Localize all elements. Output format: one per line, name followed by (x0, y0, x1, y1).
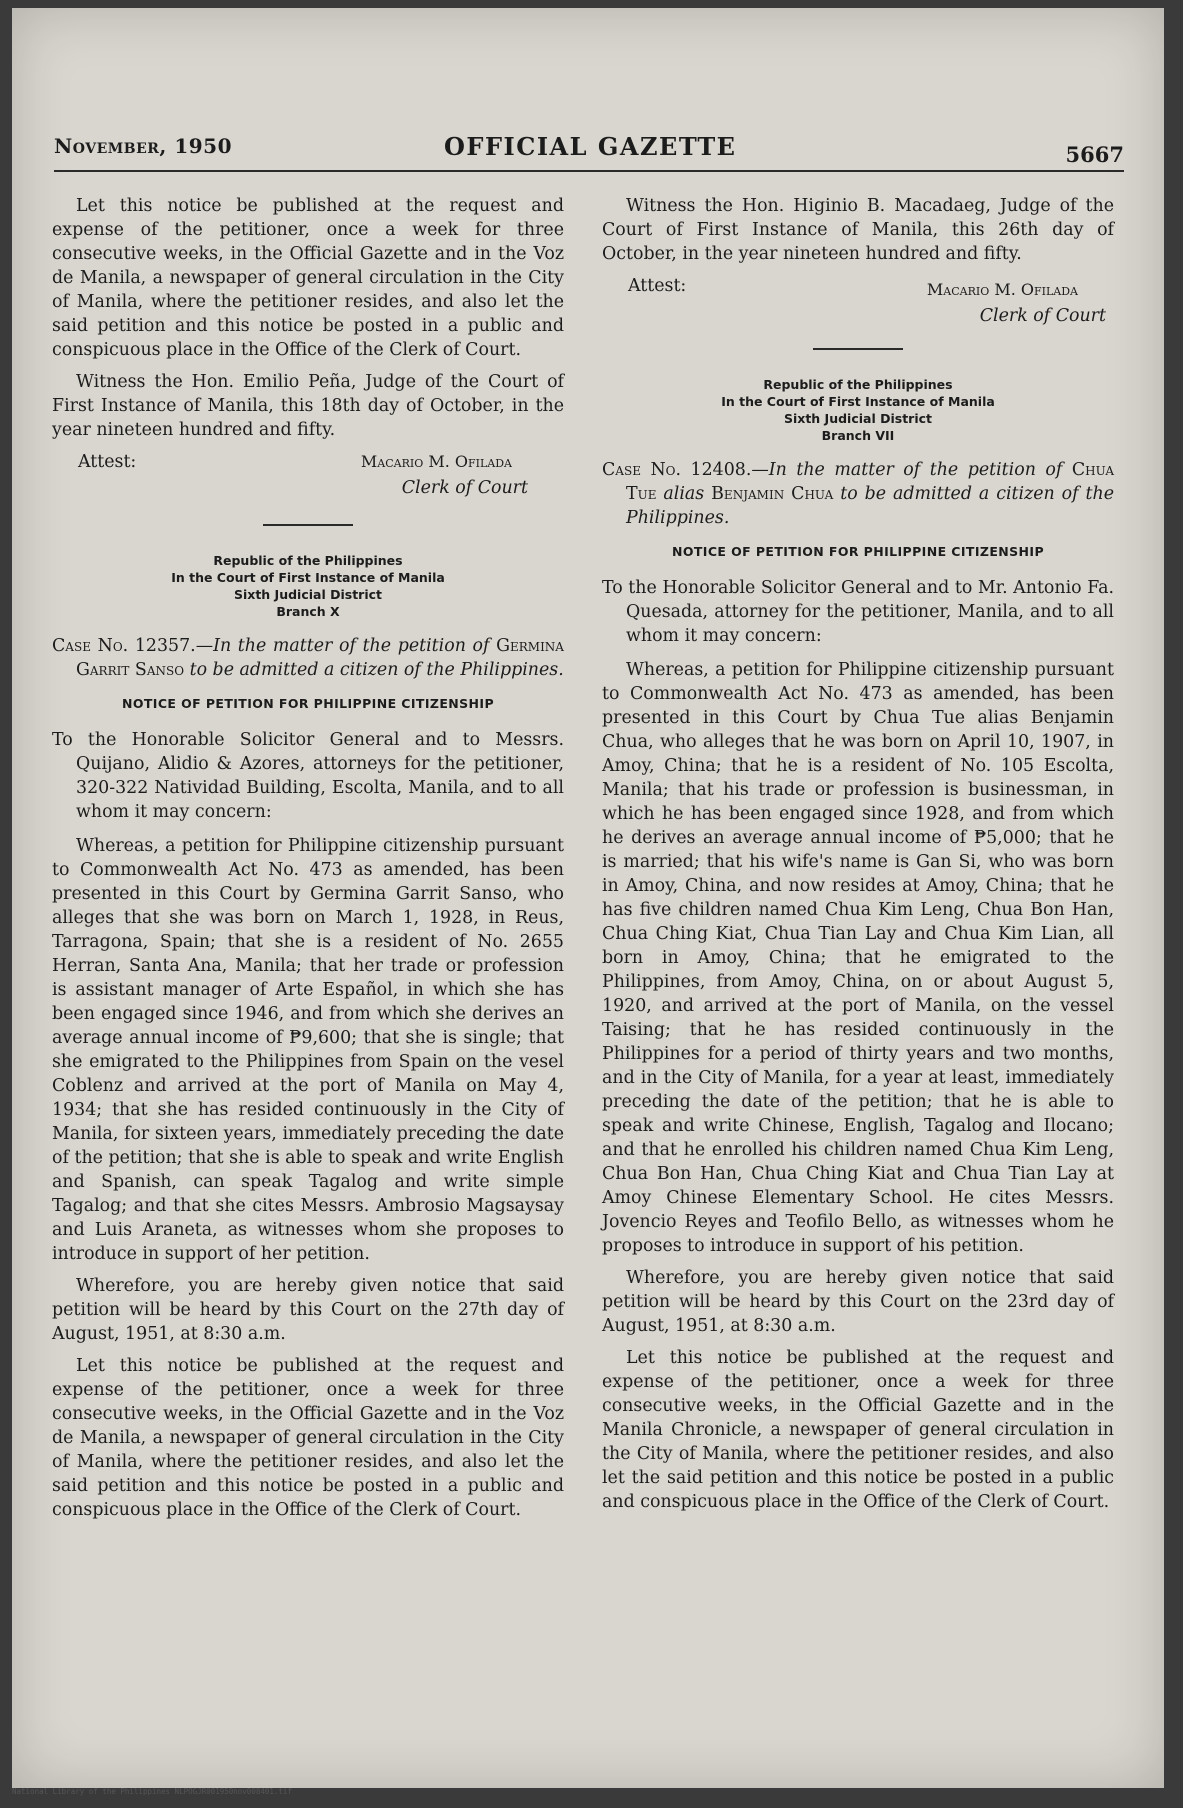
left-address: To the Honorable Solicitor General and to Messrs. Quijano, Alidio & Azores, attorneys for the petitioner, 320-322 Natividad Building, Escolta, Manila, and to all whom it may concern: (52, 730, 564, 822)
right-attest-block (602, 274, 1114, 328)
court-branch: Branch VII (821, 428, 895, 443)
petitioner-alias: Benjamin Chua (711, 484, 834, 504)
case-description: —In the matter of the petition of Chua Tue alias Benjamin Chua to be admitted a citizen of the Philippines. (626, 460, 1114, 528)
clerk-name: Macario M. Ofilada (360, 452, 512, 471)
header-title: OFFICIAL GAZETTE (444, 132, 737, 161)
right-let-notice-paragraph: Let this notice be published at the request and expense of the petitioner, once a week for three consecutive weeks, in the Official Gazette and in the Manila Chronicle, a newspaper of general circulation in the City of Manila, where the petitioner resides, and also let the said petition and this notice be posted in a public and conspicuous place in the Office of the Clerk of Court. (602, 1348, 1114, 1512)
case-number: Case No. 12357. (52, 636, 196, 656)
case-number: Case No. 12408. (602, 460, 752, 480)
attest-label: Attest: (78, 452, 137, 472)
left-column (52, 194, 564, 1530)
left-notice-heading: NOTICE OF PETITION FOR PHILIPPINE CITIZENSHIP (121, 696, 495, 711)
left-let-notice-paragraph: Let this notice be published at the request and expense of the petitioner, once a week for three consecutive weeks, in the Official Gazette and in the Voz de Manila, a newspaper of general circulation in the City of Manila, where the petitioner resides, and also let the said petition and this notice be posted in a public and conspicuous place in the Office of the Clerk of Court. (52, 1356, 564, 1520)
scan-footer: National Library of the Philippines NLPOGJR001950nov008401.tif (12, 1787, 292, 1796)
court-branch: Branch X (276, 604, 340, 619)
clerk-title: Clerk of Court (979, 306, 1106, 326)
left-case-caption (52, 634, 564, 682)
right-court-heading (602, 376, 1114, 444)
attest-label: Attest: (628, 276, 687, 296)
right-whereas-paragraph: Whereas, a petition for Philippine citizenship pursuant to Commonwealth Act No. 473 as amended, has been presented in this Court by Chua Tue alias Benjamin Chua, who alleges that he was born on April 10, 1907, in Amoy, China; that he is a resident of No. 105 Escolta, Manila; that his trade or profession is businessman, in which he has been engaged since 1928, and from which he derives an average annual income of ₱5,000; that he is married; that his wife's name is Gan Si, who was born in Amoy, China, and now resides at Amoy, China; that he has five children named Chua Kim Leng, Chua Bon Han, Chua Ching Kiat, Chua Tian Lay and Chua Kim Lian, all born in Amoy, China; that he emigrated to the Philippines, from Amoy, China, on or about August 5, 1920, and arrived at the port of Manila, on the vessel Taising; that he has resided continuously in the Philippines for a period of thirty years and two months, and in the City of Manila, for a year at least, immediately preceding the date of the petition; that he is able to speak and write Chinese, English, Tagalog and Ilocano; and that he enrolled his children named Chua Kim Leng, Chua Bon Han, Chua Ching Kiat and Chua Tian Lay at Amoy Chinese Elementary School. He cites Messrs. Jovencio Reyes and Teofilo Bello, as witnesses whom he proposes to introduce in support of his petition. (602, 660, 1114, 1256)
court-republic: Republic of the Philippines (763, 377, 953, 392)
right-wherefore-paragraph: Wherefore, you are hereby given notice that said petition will be heard by this Court on the 23rd day of August, 1951, at 8:30 a.m. (602, 1268, 1114, 1336)
section-divider (263, 524, 353, 526)
clerk-name: Macario M. Ofilada (926, 280, 1078, 299)
left-court-heading (52, 552, 564, 620)
page-header (54, 130, 1124, 172)
gazette-page (12, 8, 1164, 1796)
court-district: Sixth Judicial District (783, 411, 933, 426)
right-case-caption (602, 458, 1114, 530)
court-name: In the Court of First Instance of Manila (721, 394, 995, 409)
left-publish-paragraph: Let this notice be published at the request and expense of the petitioner, once a week for three consecutive weeks, in the Official Gazette and in the Voz de Manila, a newspaper of general circulation in the City of Manila, where the petitioner resides, and also let the said petition and this notice be posted in a public and conspicuous place in the Office of the Clerk of Court. (52, 196, 564, 360)
petitioner-name: Chua Tue (626, 460, 1114, 504)
court-republic: Republic of the Philippines (213, 553, 403, 568)
header-date: November, 1950 (54, 134, 232, 158)
header-page-number: 5667 (1065, 142, 1124, 167)
left-witness-paragraph: Witness the Hon. Emilio Peña, Judge of the Court of First Instance of Manila, this 18th day of October, in the year nineteen hundred and fifty. (52, 372, 564, 440)
right-column (602, 194, 1114, 1522)
court-district: Sixth Judicial District (233, 587, 383, 602)
clerk-title: Clerk of Court (401, 478, 528, 498)
left-attest-block (52, 450, 564, 504)
left-wherefore-paragraph: Wherefore, you are hereby given notice that said petition will be heard by this Court on the 27th day of August, 1951, at 8:30 a.m. (52, 1276, 564, 1344)
right-address: To the Honorable Solicitor General and to Mr. Antonio Fa. Quesada, attorney for the petitioner, Manila, and to all whom it may concern: (602, 578, 1114, 646)
right-witness-paragraph: Witness the Hon. Higinio B. Macadaeg, Judge of the Court of First Instance of Manila, this 26th day of October, in the year nineteen hundred and fifty. (602, 196, 1114, 264)
petitioner-name: Germina Garrit Sanso (76, 636, 564, 680)
court-name: In the Court of First Instance of Manila (171, 570, 445, 585)
right-notice-heading: NOTICE OF PETITION FOR PHILIPPINE CITIZENSHIP (671, 544, 1045, 559)
case-description: —In the matter of the petition of Germina Garrit Sanso to be admitted a citizen of the Philippines. (76, 636, 564, 680)
left-whereas-paragraph: Whereas, a petition for Philippine citizenship pursuant to Commonwealth Act No. 473 as amended, has been presented in this Court by Germina Garrit Sanso, who alleges that she was born on March 1, 1928, in Reus, Tarragona, Spain; that she is a resident of No. 2655 Herran, Santa Ana, Manila; that her trade or profession is assistant manager of Arte Español, in which she has been engaged since 1946, and from which she derives an average annual income of ₱9,600; that she is single; that she emigrated to the Philippines from Spain on the vesel Coblenz and arrived at the port of Manila on May 4, 1934; that she has resided continuously in the City of Manila, for sixteen years, immediately preceding the date of the petition; that she is able to speak and write English and Spanish, can speak Tagalog and write simple Tagalog; and that she cites Messrs. Ambrosio Magsaysay and Luis Araneta, as witnesses whom she proposes to introduce in support of her petition. (52, 836, 564, 1264)
section-divider (813, 348, 903, 350)
